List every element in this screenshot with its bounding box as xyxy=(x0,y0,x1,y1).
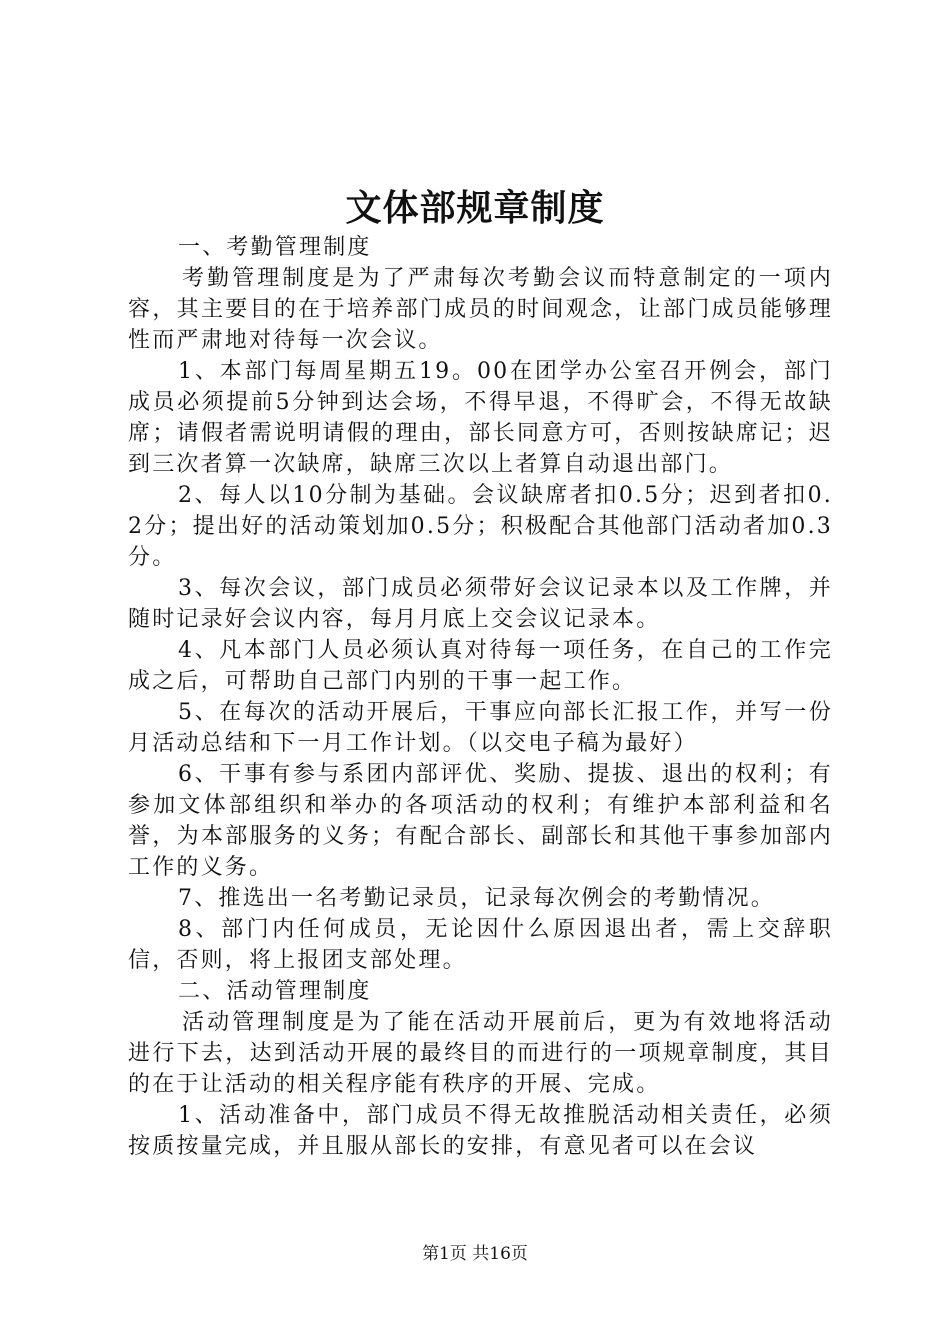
rule-item: 8、部门内任何成员，无论因什么原因退出者，需上交辞职信，否则，将上报团支部处理。 xyxy=(128,917,833,973)
document-title: 文体部规章制度 xyxy=(345,187,605,229)
section-intro-paragraph: 考勤管理制度是为了严肃每次考勤会议而特意制定的一项内容，其主要目的在于培养部门成员的时间观念，让部门成员能够理性而严肃地对待每一次会议。 xyxy=(128,266,833,353)
rule-item: 7、推选出一名考勤记录员，记录每次例会的考勤情况。 xyxy=(178,886,775,911)
rule-item: 1、本部门每周星期五19。00在团学办公室召开例会，部门成员必须提前5分钟到达会场，不得早退，不得旷会，不得无故缺席；请假者需说明请假的理由，部长同意方可，否则按缺席记；迟到三次者算一次缺席，缺席三次以上者算自动退出部门。 xyxy=(128,359,833,477)
rule-item: 1、活动准备中，部门成员不得无故推脱活动相关责任，必须按质按量完成，并且服从部长的安排，有意见者可以在会议 xyxy=(128,1103,833,1159)
rule-item: 2、每人以10分制为基础。会议缺席者扣0.5分；迟到者扣0.2分；提出好的活动策划加0.5分；积极配合其他部门活动者加0.3分。 xyxy=(128,483,833,570)
section-heading: 二、活动管理制度 xyxy=(178,979,372,1004)
rule-item: 4、凡本部门人员必须认真对待每一项任务，在自己的工作完成之后，可帮助自己部门内别的干事一起工作。 xyxy=(128,638,833,694)
rule-item: 3、每次会议，部门成员必须带好会议记录本以及工作牌，并随时记录好会议内容，每月月底上交会议记录本。 xyxy=(128,576,833,632)
rule-item: 5、在每次的活动开展后，干事应向部长汇报工作，并写一份月活动总结和下一月工作计划。（以交电子稿为最好） xyxy=(128,700,833,756)
section-heading: 一、考勤管理制度 xyxy=(178,235,372,260)
section-intro-paragraph: 活动管理制度是为了能在活动开展前后，更为有效地将活动进行下去，达到活动开展的最终目的而进行的一项规章制度，其目的在于让活动的相关程序能有秩序的开展、完成。 xyxy=(128,1010,833,1097)
document-body xyxy=(128,232,833,1162)
page-footer: 第1页 共16页 xyxy=(422,1244,528,1264)
rule-item: 6、干事有参与系团内部评优、奖励、提拔、退出的权利；有参加文体部组织和举办的各项活动的权利；有维护本部利益和名誉，为本部服务的义务；有配合部长、副部长和其他干事参加部内工作的义务。 xyxy=(128,762,833,880)
